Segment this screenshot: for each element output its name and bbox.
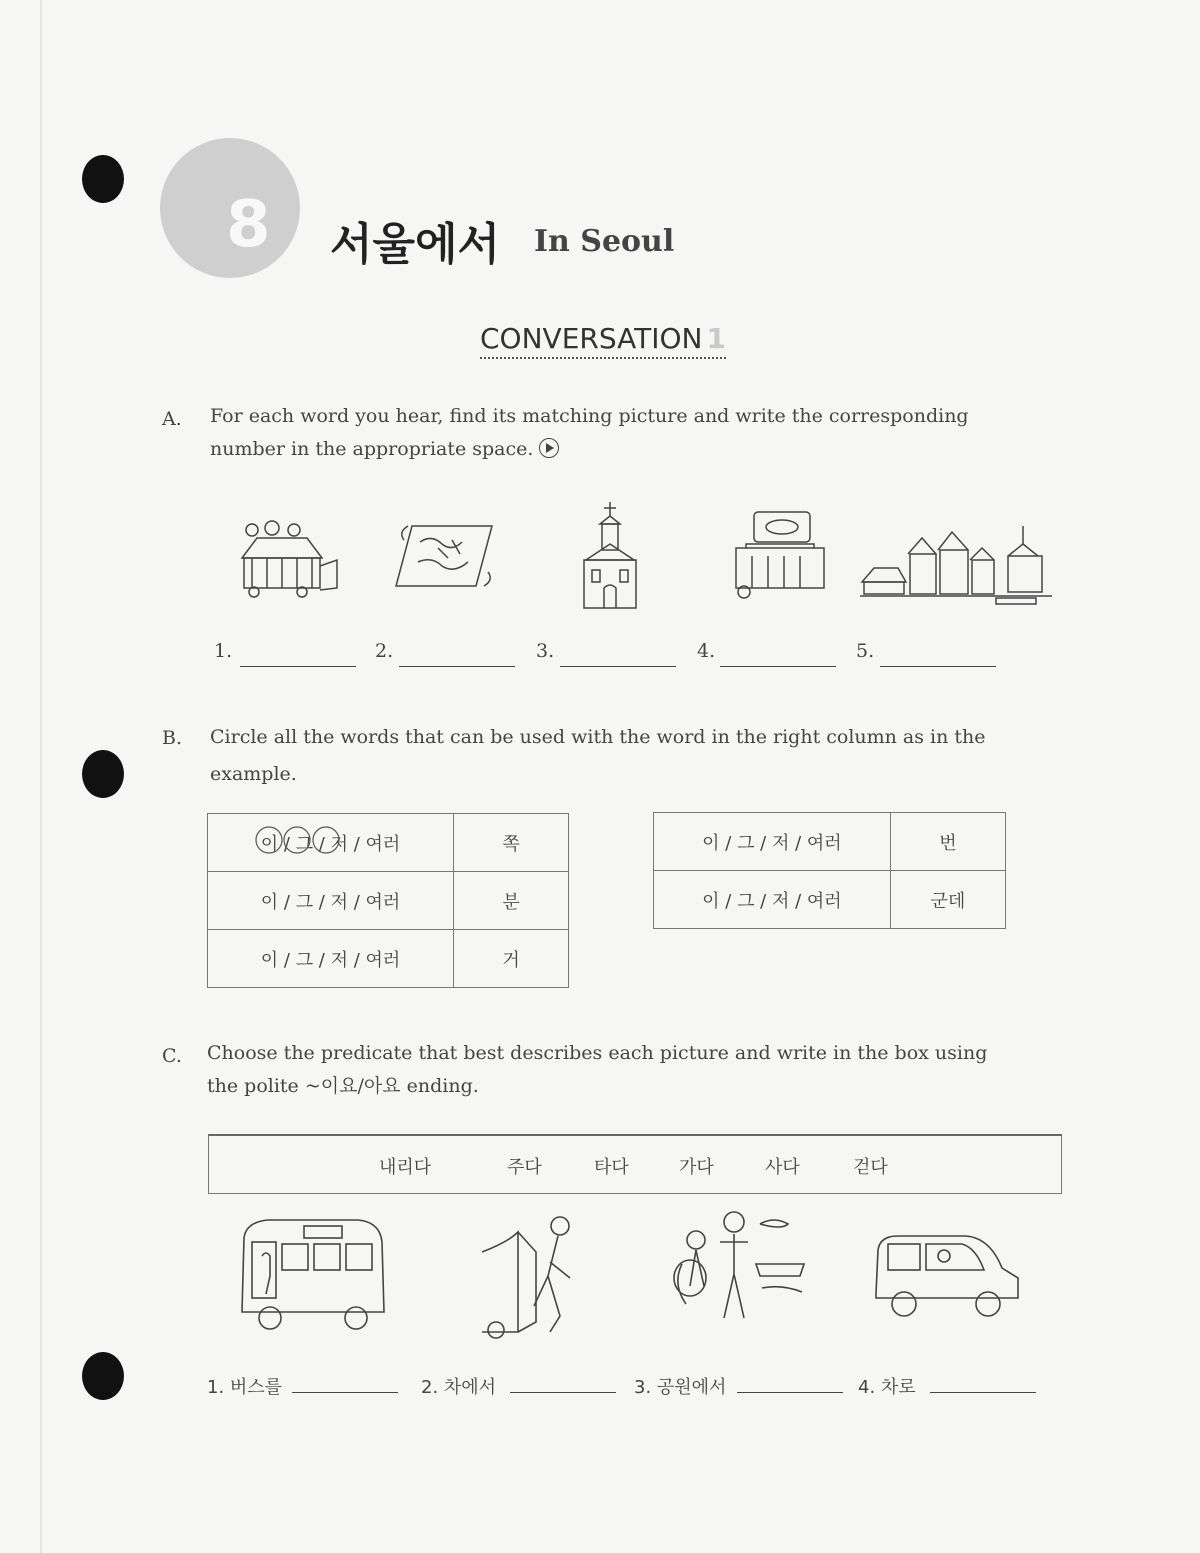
determiner-options[interactable] [208, 814, 454, 872]
table-row [208, 814, 569, 872]
answer-blank[interactable] [930, 1374, 1036, 1393]
answer-blank[interactable] [720, 648, 836, 667]
answer-blank[interactable] [399, 648, 515, 667]
word-table-right [653, 812, 1006, 929]
prompt-3 [634, 1373, 843, 1399]
target-word: 번 [890, 813, 1005, 871]
punch-hole [82, 1352, 124, 1400]
answer-blank[interactable] [510, 1374, 616, 1393]
answer-blank[interactable] [240, 648, 356, 667]
predicate-word: 주다 [507, 1157, 542, 1178]
predicate-word: 타다 [594, 1157, 629, 1178]
section-c-letter: C. [162, 1045, 182, 1067]
target-word: 분 [454, 872, 569, 930]
table-row [208, 872, 569, 930]
market-illustration [232, 518, 342, 598]
determiner-options[interactable]: 이 / 그 / 저 / 여러 [654, 813, 891, 871]
conversation-heading [480, 322, 726, 359]
determiner-options[interactable]: 이 / 그 / 저 / 여러 [654, 871, 891, 929]
answer-blank[interactable] [292, 1374, 398, 1393]
section-c-line-2: the polite ~이요/아요 ending. [207, 1075, 479, 1097]
bus-illustration [238, 1216, 388, 1336]
target-word: 쪽 [454, 814, 569, 872]
predicate-word: 내리다 [379, 1157, 432, 1178]
chapter-title-korean: 서울에서 [330, 219, 501, 270]
prompt-4 [858, 1373, 1036, 1399]
section-b-line-1: Circle all the words that can be used with the word in the right column as in the [210, 726, 986, 748]
blank-label: 4. [697, 640, 716, 662]
predicate-word: 사다 [765, 1157, 800, 1178]
predicate-word: 걷다 [853, 1157, 888, 1178]
answer-blank[interactable] [880, 648, 996, 667]
section-a-instructions [210, 400, 969, 466]
chapter-number: 8 [226, 188, 271, 262]
blank-label: 2. [375, 640, 394, 662]
target-word: 군데 [890, 871, 1005, 929]
punch-hole [82, 155, 124, 203]
section-b-letter: B. [162, 727, 183, 749]
prompt-text: 3. 공원에서 [634, 1377, 727, 1398]
punch-hole [82, 750, 124, 798]
driving-car-illustration [870, 1228, 1022, 1320]
church-illustration [574, 500, 646, 615]
section-b-instructions [210, 719, 986, 793]
prompt-text: 2. 차에서 [421, 1377, 497, 1398]
table-row [208, 930, 569, 988]
answer-blank[interactable] [737, 1374, 843, 1393]
determiner-options[interactable]: 이 / 그 / 저 / 여러 [208, 872, 454, 930]
conversation-number: 1 [706, 322, 726, 355]
walking-in-park-illustration [670, 1208, 810, 1340]
conversation-label: CONVERSATION [480, 322, 703, 355]
page-edge [40, 0, 42, 1553]
pharmacy-illustration [732, 508, 830, 600]
table-row [654, 871, 1006, 929]
blank-label: 5. [856, 640, 875, 662]
predicate-word: 가다 [679, 1157, 714, 1178]
chapter-title-english: In Seoul [534, 224, 675, 259]
section-a-line-2: number in the appropriate space. [210, 438, 534, 460]
prompt-text: 1. 버스를 [207, 1377, 283, 1398]
word-table-left [207, 813, 569, 988]
answer-blank[interactable] [560, 648, 676, 667]
prompt-1 [207, 1373, 398, 1399]
map-illustration [390, 518, 500, 593]
section-a-letter: A. [162, 408, 182, 430]
section-b-line-2: example. [210, 763, 297, 785]
target-word: 거 [454, 930, 569, 988]
blank-label: 1. [214, 640, 233, 662]
section-a-line-1: For each word you hear, find its matching picture and write the corresponding [210, 405, 969, 427]
section-c-line-1: Choose the predicate that best describes each picture and write in the box using [207, 1042, 988, 1064]
blank-label: 3. [536, 640, 555, 662]
audio-play-icon[interactable] [539, 438, 559, 458]
determiner-options[interactable]: 이 / 그 / 저 / 여러 [208, 930, 454, 988]
table-row [654, 813, 1006, 871]
section-c-instructions [207, 1037, 987, 1103]
example-circles [253, 824, 373, 858]
predicate-box [208, 1134, 1062, 1194]
city-illustration [858, 516, 1054, 606]
getting-off-car-illustration [478, 1212, 582, 1340]
prompt-text: 4. 차로 [858, 1377, 916, 1398]
prompt-2 [421, 1373, 616, 1399]
options-text: 이 / 그 / 저 / 여러 [260, 833, 401, 855]
